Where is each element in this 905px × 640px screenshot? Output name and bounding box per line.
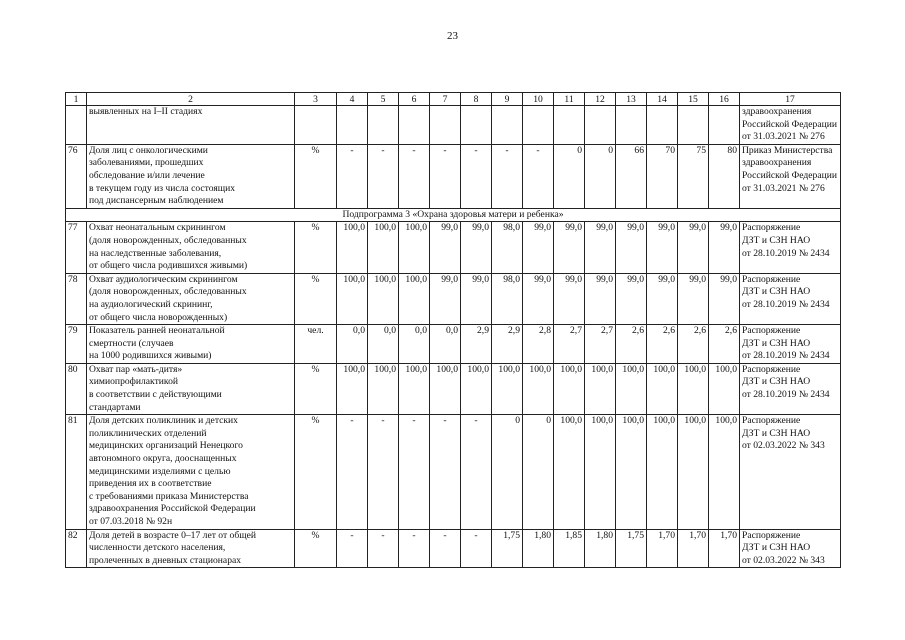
indicator-description bbox=[87, 222, 295, 273]
description-line: численности детского населения, bbox=[89, 542, 226, 554]
value-cell: 1,70 bbox=[678, 529, 709, 568]
document-reference bbox=[740, 325, 841, 364]
value-cell: 100,0 bbox=[585, 415, 616, 529]
document-line: Распоряжение bbox=[742, 363, 801, 375]
indicator-description bbox=[87, 529, 295, 568]
header-cell: 7 bbox=[430, 93, 461, 106]
document-line: Приказ Министерства bbox=[742, 144, 833, 156]
description-line: Показатель ранней неонатальной bbox=[89, 325, 225, 337]
description-line: поликлинических отделений bbox=[89, 427, 207, 439]
document-reference bbox=[740, 529, 841, 568]
description-line: в соответствии с действующими bbox=[89, 389, 222, 401]
value-cell: 100,0 bbox=[368, 273, 399, 324]
value-cell: 1,75 bbox=[616, 529, 647, 568]
value-cell: 1,80 bbox=[523, 529, 554, 568]
value-cell: 100,0 bbox=[709, 415, 740, 529]
document-line: от 02.03.2022 № 343 bbox=[742, 554, 825, 566]
value-cell: 100,0 bbox=[492, 363, 523, 414]
table-row bbox=[66, 144, 841, 208]
value-cell bbox=[585, 106, 616, 145]
value-cell: 2,6 bbox=[678, 325, 709, 364]
header-cell: 5 bbox=[368, 93, 399, 106]
description-line: здравоохранения Российской Федерации bbox=[89, 503, 256, 515]
indicator-description bbox=[87, 363, 295, 414]
indicator-description bbox=[87, 325, 295, 364]
value-cell: 100,0 bbox=[616, 415, 647, 529]
value-cell: 99,0 bbox=[430, 273, 461, 324]
value-cell: 99,0 bbox=[647, 273, 678, 324]
description-line: под диспансерным наблюдением bbox=[89, 195, 224, 207]
value-cell bbox=[399, 106, 430, 145]
description-line: от общего числа родившихся живыми) bbox=[89, 260, 248, 272]
value-cell bbox=[554, 106, 585, 145]
header-cell: 17 bbox=[740, 93, 841, 106]
description-line: обследование и/или лечение bbox=[89, 169, 205, 181]
value-cell: 100,0 bbox=[337, 273, 368, 324]
value-cell bbox=[492, 106, 523, 145]
header-cell: 15 bbox=[678, 93, 709, 106]
value-cell bbox=[709, 106, 740, 145]
description-line: приведения их в соответствие bbox=[89, 478, 212, 490]
value-cell: 99,0 bbox=[678, 273, 709, 324]
indicator-description bbox=[87, 106, 295, 145]
value-cell: 100,0 bbox=[647, 415, 678, 529]
description-line: медицинскими изделиями с целью bbox=[89, 465, 231, 477]
value-cell: 100,0 bbox=[368, 363, 399, 414]
unit-cell: % bbox=[295, 273, 337, 324]
value-cell: 100,0 bbox=[368, 222, 399, 273]
value-cell: 99,0 bbox=[461, 273, 492, 324]
value-cell: 2,7 bbox=[585, 325, 616, 364]
header-cell: 8 bbox=[461, 93, 492, 106]
document-line: здравоохранения bbox=[742, 157, 812, 169]
table-row bbox=[66, 273, 841, 324]
value-cell: 70 bbox=[647, 144, 678, 208]
value-cell: 0,0 bbox=[399, 325, 430, 364]
document-line: от 31.03.2021 № 276 bbox=[742, 131, 825, 143]
value-cell: 100,0 bbox=[616, 363, 647, 414]
row-number: 77 bbox=[66, 222, 87, 273]
value-cell bbox=[368, 106, 399, 145]
document-line: от 02.03.2022 № 343 bbox=[742, 440, 825, 452]
description-line: на наследственные заболевания, bbox=[89, 247, 222, 259]
value-cell: - bbox=[337, 529, 368, 568]
document-line: ДЗТ и СЗН НАО bbox=[742, 337, 811, 349]
description-line: автономного округа, дооснащенных bbox=[89, 453, 237, 465]
row-number: 81 bbox=[66, 415, 87, 529]
document-reference bbox=[740, 144, 841, 208]
value-cell bbox=[337, 106, 368, 145]
header-cell: 13 bbox=[616, 93, 647, 106]
document-line: здравоохранения bbox=[742, 106, 812, 117]
value-cell: - bbox=[368, 529, 399, 568]
header-cell: 12 bbox=[585, 93, 616, 106]
value-cell bbox=[523, 106, 554, 145]
value-cell: 2,9 bbox=[492, 325, 523, 364]
table-row bbox=[66, 415, 841, 529]
value-cell: 99,0 bbox=[647, 222, 678, 273]
value-cell: 75 bbox=[678, 144, 709, 208]
row-number: 78 bbox=[66, 273, 87, 324]
row-number bbox=[66, 106, 87, 145]
row-number: 80 bbox=[66, 363, 87, 414]
unit-cell: чел. bbox=[295, 325, 337, 364]
value-cell bbox=[678, 106, 709, 145]
description-line: медицинских организаций Ненецкого bbox=[89, 440, 243, 452]
document-reference bbox=[740, 415, 841, 529]
description-line: в текущем году из числа состоящих bbox=[89, 182, 236, 194]
header-cell: 16 bbox=[709, 93, 740, 106]
unit-cell: % bbox=[295, 222, 337, 273]
document-reference bbox=[740, 363, 841, 414]
document-line: от 28.10.2019 № 2434 bbox=[742, 247, 830, 259]
document-line: Распоряжение bbox=[742, 415, 801, 427]
header-cell: 11 bbox=[554, 93, 585, 106]
header-cell: 2 bbox=[87, 93, 295, 106]
row-number: 76 bbox=[66, 144, 87, 208]
value-cell: 1,70 bbox=[709, 529, 740, 568]
description-line: от 07.03.2018 № 92н bbox=[89, 516, 173, 527]
value-cell: 100,0 bbox=[585, 363, 616, 414]
value-cell: - bbox=[399, 144, 430, 208]
value-cell: 100,0 bbox=[554, 415, 585, 529]
value-cell: 99,0 bbox=[616, 273, 647, 324]
value-cell: - bbox=[368, 415, 399, 529]
table-row bbox=[66, 363, 841, 414]
value-cell: 100,0 bbox=[647, 363, 678, 414]
document-line: ДЗТ и СЗН НАО bbox=[742, 234, 811, 246]
value-cell: 1,70 bbox=[647, 529, 678, 568]
page-number: 23 bbox=[447, 30, 458, 42]
description-line: (доля новорожденных, обследованных bbox=[89, 234, 247, 246]
value-cell: - bbox=[399, 529, 430, 568]
value-cell: 0 bbox=[523, 415, 554, 529]
value-cell: - bbox=[430, 144, 461, 208]
value-cell: - bbox=[430, 529, 461, 568]
table-row bbox=[66, 222, 841, 273]
value-cell: 100,0 bbox=[523, 363, 554, 414]
value-cell: 99,0 bbox=[616, 222, 647, 273]
value-cell: 100,0 bbox=[461, 363, 492, 414]
header-cell: 10 bbox=[523, 93, 554, 106]
document-line: ДЗТ и СЗН НАО bbox=[742, 286, 811, 298]
description-line: смертности (случаев bbox=[89, 337, 174, 349]
value-cell: 2,6 bbox=[616, 325, 647, 364]
value-cell bbox=[430, 106, 461, 145]
indicator-description bbox=[87, 144, 295, 208]
section-row bbox=[66, 208, 841, 222]
value-cell: 99,0 bbox=[554, 222, 585, 273]
description-line: химиопрофилактикой bbox=[89, 376, 179, 388]
value-cell bbox=[647, 106, 678, 145]
document-line: ДЗТ и СЗН НАО bbox=[742, 427, 811, 439]
description-line: заболеваниями, прошедших bbox=[89, 157, 204, 169]
value-cell: 99,0 bbox=[523, 222, 554, 273]
description-line: пролеченных в дневных стационарах bbox=[89, 554, 242, 566]
value-cell: 0 bbox=[585, 144, 616, 208]
document-line: Распоряжение bbox=[742, 325, 801, 337]
value-cell: 1,80 bbox=[585, 529, 616, 568]
table-row bbox=[66, 529, 841, 568]
document-line: от 31.03.2021 № 276 bbox=[742, 182, 825, 194]
document-reference bbox=[740, 273, 841, 324]
value-cell bbox=[461, 106, 492, 145]
document-reference bbox=[740, 222, 841, 273]
header-cell: 4 bbox=[337, 93, 368, 106]
document-line: от 28.10.2019 № 2434 bbox=[742, 350, 830, 362]
value-cell: - bbox=[430, 415, 461, 529]
header-cell: 9 bbox=[492, 93, 523, 106]
value-cell: - bbox=[461, 415, 492, 529]
value-cell: 0,0 bbox=[430, 325, 461, 364]
value-cell: - bbox=[337, 415, 368, 529]
document-line: Российской Федерации bbox=[742, 118, 837, 130]
value-cell: 80 bbox=[709, 144, 740, 208]
value-cell: 100,0 bbox=[678, 415, 709, 529]
header-cell: 6 bbox=[399, 93, 430, 106]
value-cell: - bbox=[461, 144, 492, 208]
table-row bbox=[66, 106, 841, 145]
unit-cell: % bbox=[295, 144, 337, 208]
document-line: Российской Федерации bbox=[742, 169, 837, 181]
description-line: Охват неонатальным скринингом bbox=[89, 222, 226, 234]
value-cell: 1,85 bbox=[554, 529, 585, 568]
value-cell: 99,0 bbox=[523, 273, 554, 324]
value-cell: 66 bbox=[616, 144, 647, 208]
value-cell: - bbox=[492, 144, 523, 208]
unit-cell: % bbox=[295, 529, 337, 568]
row-number: 82 bbox=[66, 529, 87, 568]
value-cell: 2,8 bbox=[523, 325, 554, 364]
value-cell: 100,0 bbox=[399, 363, 430, 414]
value-cell: 99,0 bbox=[461, 222, 492, 273]
value-cell: 2,9 bbox=[461, 325, 492, 364]
description-line: от общего числа новорожденных) bbox=[89, 311, 228, 323]
value-cell: 99,0 bbox=[585, 273, 616, 324]
value-cell: 2,6 bbox=[709, 325, 740, 364]
row-number: 79 bbox=[66, 325, 87, 364]
value-cell: 99,0 bbox=[709, 273, 740, 324]
indicator-description bbox=[87, 415, 295, 529]
value-cell: 1,75 bbox=[492, 529, 523, 568]
table-row bbox=[66, 325, 841, 364]
value-cell: 2,6 bbox=[647, 325, 678, 364]
value-cell: 99,0 bbox=[678, 222, 709, 273]
header-row bbox=[66, 93, 841, 106]
section-title: Подпрограмма 3 «Охрана здоровья матери и ребенка» bbox=[66, 208, 841, 222]
value-cell: - bbox=[461, 529, 492, 568]
header-cell: 14 bbox=[647, 93, 678, 106]
description-line: с требованиями приказа Министерства bbox=[89, 490, 249, 502]
value-cell: 99,0 bbox=[585, 222, 616, 273]
document-line: Распоряжение bbox=[742, 529, 801, 541]
description-line: Доля детских поликлиник и детских bbox=[89, 415, 238, 427]
description-line: выявленных на I–II стадиях bbox=[89, 106, 203, 117]
value-cell: 98,0 bbox=[492, 273, 523, 324]
document-line: ДЗТ и СЗН НАО bbox=[742, 542, 811, 554]
document-line: Распоряжение bbox=[742, 222, 801, 234]
value-cell: - bbox=[523, 144, 554, 208]
unit-cell: % bbox=[295, 415, 337, 529]
value-cell: 100,0 bbox=[399, 222, 430, 273]
value-cell: 100,0 bbox=[337, 222, 368, 273]
description-line: на аудиологический скрининг, bbox=[89, 298, 213, 310]
value-cell: 100,0 bbox=[430, 363, 461, 414]
unit-cell: % bbox=[295, 363, 337, 414]
indicator-description bbox=[87, 273, 295, 324]
value-cell: 98,0 bbox=[492, 222, 523, 273]
document-line: от 28.10.2019 № 2434 bbox=[742, 298, 830, 310]
value-cell: 0 bbox=[554, 144, 585, 208]
value-cell: 99,0 bbox=[709, 222, 740, 273]
value-cell: 0,0 bbox=[368, 325, 399, 364]
value-cell: 0 bbox=[492, 415, 523, 529]
value-cell: 99,0 bbox=[554, 273, 585, 324]
value-cell: 100,0 bbox=[678, 363, 709, 414]
value-cell: 2,7 bbox=[554, 325, 585, 364]
description-line: на 1000 родившихся живыми) bbox=[89, 350, 212, 362]
header-cell: 1 bbox=[66, 93, 87, 106]
indicators-table bbox=[65, 92, 841, 568]
description-line: Охват пар «мать-дитя» bbox=[89, 363, 183, 375]
value-cell: - bbox=[399, 415, 430, 529]
document-line: ДЗТ и СЗН НАО bbox=[742, 376, 811, 388]
value-cell: 100,0 bbox=[399, 273, 430, 324]
value-cell bbox=[616, 106, 647, 145]
value-cell: 0,0 bbox=[337, 325, 368, 364]
description-line: Охват аудиологическим скринингом bbox=[89, 273, 238, 285]
document-reference bbox=[740, 106, 841, 145]
description-line: Доля лиц с онкологическими bbox=[89, 144, 208, 156]
value-cell: 100,0 bbox=[337, 363, 368, 414]
value-cell: 100,0 bbox=[554, 363, 585, 414]
description-line: Доля детей в возрасте 0–17 лет от общей bbox=[89, 529, 257, 541]
value-cell: - bbox=[368, 144, 399, 208]
header-cell: 3 bbox=[295, 93, 337, 106]
value-cell: - bbox=[337, 144, 368, 208]
unit-cell bbox=[295, 106, 337, 145]
value-cell: 100,0 bbox=[709, 363, 740, 414]
value-cell: 99,0 bbox=[430, 222, 461, 273]
description-line: стандартами bbox=[89, 401, 141, 413]
document-line: от 28.10.2019 № 2434 bbox=[742, 389, 830, 401]
document-line: Распоряжение bbox=[742, 273, 801, 285]
description-line: (доля новорожденных, обследованных bbox=[89, 286, 247, 298]
